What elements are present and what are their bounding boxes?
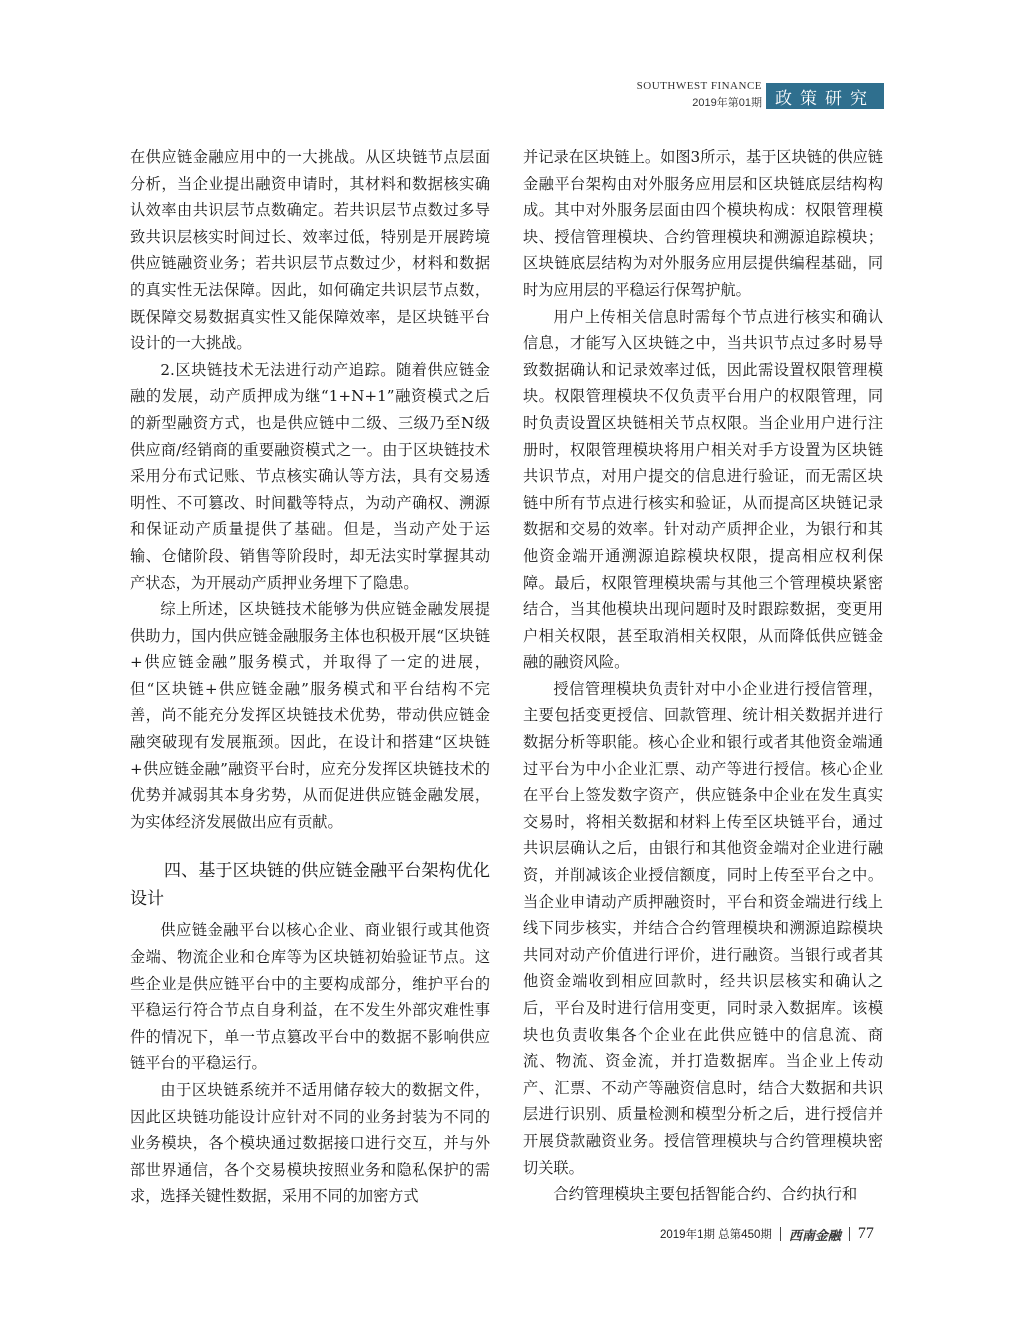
journal-english-title: SOUTHWEST FINANCE: [636, 80, 762, 92]
section-badge: 政策研究: [766, 83, 884, 109]
paragraph: 并记录在区块链上。如图3所示，基于区块链的供应链金融平台架构由对外服务应用层和区块链底层结构构成。其中对外服务层面由四个模块构成：权限管理模块、授信管理模块、合约管理模块和溯源追踪模块；区块链底层结构为对外服务应用层提供编程基础，同时为应用层的平稳运行保驾护航。: [523, 148, 883, 299]
paragraph: 2.区块链技术无法进行动产追踪。随着供应链金融的发展，动产质押成为继“1+N+1”融资模式之后的新型融资方式，也是供应链中二级、三级乃至N级供应商/经销商的重要融资模式之一。由于区块链技术采用分布式记账、节点核实确认等方法，具有交易透明性、不可篡改、时间戳等特点，为动产确权、溯源和保证动产质量提供了基础。但是，当动产处于运输、仓储阶段、销售等阶段时，却无法实时掌握其动产状态，为开展动产质押业务埋下了隐患。: [130, 360, 490, 592]
footer-issue-info: 2019年1期 总第450期: [660, 1229, 772, 1241]
right-column: [523, 144, 883, 1208]
paragraph: 授信管理模块负责针对中小企业进行授信管理，主要包括变更授信、回款管理、统计相关数据并进行数据分析等职能。核心企业和银行或者其他资金端通过平台为中小企业汇票、动产等进行授信。核心企业在平台上签发数字资产，供应链条中企业在发生真实交易时，将相关数据和材料上传至区块链平台，通过共识层确认之后，由银行和其他资金端对企业进行融资，并削减该企业授信额度，同时上传至平台之中。当企业申请动产质押融资时，平台和资金端进行线上线下同步核实，并结合合约管理模块和溯源追踪模块共同对动产价值进行评价，进行融资。当银行或者其他资金端收到相应回款时，经共识层核实和确认之后，平台及时进行信用变更，同时录入数据库。该模块也负责收集各个企业在此供应链中的信息流、商流、物流、资金流，并打造数据库。当企业上传动产、汇票、不动产等融资信息时，结合大数据和共识层进行识别、质量检测和模型分析之后，进行授信并开展贷款融资业务。授信管理模块与合约管理模块密切关联。: [523, 679, 883, 1177]
paragraph: 由于区块链系统并不适用储存较大的数据文件，因此区块链功能设计应针对不同的业务封装为不同的业务模块，各个模块通过数据接口进行交互，并与外部世界通信，各个交易模块按照业务和隐私保护的需求，选择关键性数据，采用不同的加密方式: [130, 1081, 490, 1206]
paragraph: 综上所述，区块链技术能够为供应链金融发展提供助力，国内供应链金融服务主体也积极开展“区块链+供应链金融”服务模式，并取得了一定的进展，但“区块链+供应链金融”服务模式和平台结构不完善，尚不能充分发挥区块链技术优势，带动供应链金融突破现有发展瓶颈。因此，在设计和搭建“区块链+供应链金融”融资平台时，应充分发挥区块链技术的优势并减弱其本身劣势，从而促进供应链金融发展，为实体经济发展做出应有贡献。: [130, 600, 490, 831]
left-column: [130, 144, 490, 1210]
paragraph: 在供应链金融应用中的一大挑战。从区块链节点层面分析，当企业提出融资申请时，其材料和数据核实确认效率由共识层节点数确定。若共识层节点数过多导致共识层核实时间过长、效率过低，特别是开展跨境供应链融资业务；若共识层节点数过少，材料和数据的真实性无法保障。因此，如何确定共识层节点数，既保障交易数据真实性又能保障效率，是区块链平台设计的一大挑战。: [130, 148, 490, 353]
paragraph: 用户上传相关信息时需每个节点进行核实和确认信息，才能写入区块链之中，当共识节点过多时易导致数据确认和记录效率过低，因此需设置权限管理模块。权限管理模块不仅负责平台用户的权限管理，同时负责设置区块链相关节点权限。当企业用户进行注册时，权限管理模块将用户相关对手方设置为区块链共识节点，对用户提交的信息进行验证，而无需区块链中所有节点进行核实和验证，从而提高区块链记录数据和交易的效率。针对动产质押企业，为银行和其他资金端开通溯源追踪模块权限，提高相应权利保障。最后，权限管理模块需与其他三个管理模块紧密结合，当其他模块出现问题时及时跟踪数据，变更用户相关权限，甚至取消相关权限，从而降低供应链金融的融资风险。: [523, 307, 883, 672]
paragraph: 供应链金融平台以核心企业、商业银行或其他资金端、物流企业和仓库等为区块链初始验证节点。这些企业是供应链平台中的主要构成部分，维护平台的平稳运行符合节点自身利益，在不发生外部灾难性事件的情况下，单一节点篡改平台中的数据不影响供应链平台的平稳运行。: [130, 921, 490, 1073]
footer-divider: [780, 1227, 781, 1241]
footer-divider: [849, 1227, 850, 1241]
journal-logo-text: 西南金融: [788, 1228, 841, 1244]
page-header: [0, 0, 1020, 120]
issue-label: 2019年第01期: [692, 97, 762, 109]
page-footer: [660, 1222, 890, 1246]
section-heading: 四、基于区块链的供应链金融平台架构优化设计: [130, 861, 490, 910]
page-number: 77: [857, 1225, 874, 1242]
paragraph: 合约管理模块主要包括智能合约、合约执行和: [553, 1185, 858, 1204]
